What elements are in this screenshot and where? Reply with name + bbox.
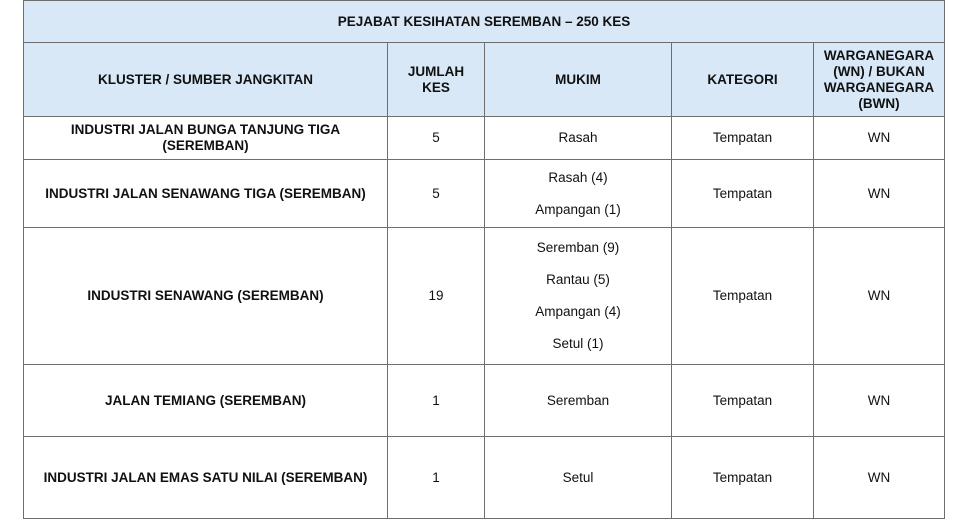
- table-title: PEJABAT KESIHATAN SEREMBAN – 250 KES: [24, 1, 945, 43]
- mukim-item: Seremban (9): [536, 240, 620, 255]
- header-kategori: KATEGORI: [672, 43, 814, 117]
- mukim-item: Seremban: [546, 392, 610, 408]
- warganegara-cell: WN: [814, 437, 945, 519]
- kategori-cell: Tempatan: [672, 365, 814, 437]
- warganegara-cell: WN: [814, 160, 945, 228]
- mukim-item: Rantau (5): [546, 272, 610, 287]
- cluster-table-container: [23, 0, 945, 519]
- mukim-item: Ampangan (4): [535, 304, 621, 319]
- table-title-row: [24, 1, 945, 43]
- kategori-cell: Tempatan: [672, 117, 814, 160]
- cluster-cell: INDUSTRI JALAN EMAS SATU NILAI (SEREMBAN): [24, 437, 388, 519]
- cluster-cell: INDUSTRI SENAWANG (SEREMBAN): [24, 228, 388, 365]
- warganegara-cell: WN: [814, 117, 945, 160]
- kategori-cell: Tempatan: [672, 228, 814, 365]
- table-header-row: [24, 43, 945, 117]
- jumlah-kes-cell: 5: [388, 160, 485, 228]
- mukim-item: Rasah (4): [548, 169, 608, 185]
- warganegara-cell: WN: [814, 228, 945, 365]
- mukim-cell: [485, 117, 672, 160]
- warganegara-cell: WN: [814, 365, 945, 437]
- header-jumlah-kes: JUMLAH KES: [388, 43, 485, 117]
- table-row: [24, 117, 945, 160]
- jumlah-kes-cell: 1: [388, 437, 485, 519]
- table-row: [24, 160, 945, 228]
- jumlah-kes-cell: 1: [388, 365, 485, 437]
- jumlah-kes-cell: 19: [388, 228, 485, 365]
- cluster-cell: JALAN TEMIANG (SEREMBAN): [24, 365, 388, 437]
- mukim-item: Ampangan (1): [535, 201, 621, 217]
- mukim-item: Setul: [562, 469, 594, 485]
- mukim-cell: [485, 437, 672, 519]
- cluster-table: [23, 0, 945, 519]
- table-row: [24, 228, 945, 365]
- mukim-cell: [485, 365, 672, 437]
- header-warganegara: WARGANEGARA (WN) / BUKAN WARGANEGARA (BWN): [814, 43, 945, 117]
- mukim-item: Rasah: [558, 130, 598, 145]
- mukim-cell: [485, 228, 672, 365]
- table-row: [24, 437, 945, 519]
- header-cluster: KLUSTER / SUMBER JANGKITAN: [24, 43, 388, 117]
- kategori-cell: Tempatan: [672, 437, 814, 519]
- cluster-cell: INDUSTRI JALAN SENAWANG TIGA (SEREMBAN): [24, 160, 388, 228]
- kategori-cell: Tempatan: [672, 160, 814, 228]
- jumlah-kes-cell: 5: [388, 117, 485, 160]
- header-mukim: MUKIM: [485, 43, 672, 117]
- table-row: [24, 365, 945, 437]
- mukim-item: Setul (1): [552, 336, 604, 351]
- mukim-cell: [485, 160, 672, 228]
- cluster-cell: INDUSTRI JALAN BUNGA TANJUNG TIGA (SEREMBAN): [24, 117, 388, 160]
